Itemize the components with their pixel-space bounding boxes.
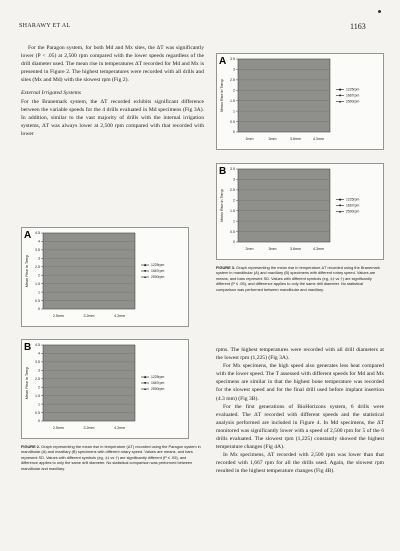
x-tick-label: 3.6mm bbox=[290, 247, 301, 251]
legend-label: 1225rpm bbox=[151, 375, 165, 380]
legend-marker: ▲ bbox=[338, 209, 342, 214]
plot-area bbox=[238, 59, 330, 132]
legend-marker: ■ bbox=[338, 93, 342, 98]
y-tick-label: 4 bbox=[38, 351, 40, 356]
chart-figure3b bbox=[216, 163, 384, 260]
x-tick-label: 4.3mm bbox=[313, 247, 324, 251]
y-tick-label: 4.5 bbox=[35, 343, 40, 348]
figure2-caption bbox=[21, 444, 201, 471]
x-tick-label: 4.2mm bbox=[114, 314, 126, 318]
x-tick-label: 2mm bbox=[245, 247, 254, 251]
y-tick-label: 3.5 bbox=[230, 57, 235, 62]
legend-label: 1667rpm bbox=[346, 93, 360, 98]
y-tick-label: 3 bbox=[233, 67, 235, 72]
y-tick-label: 0.5 bbox=[230, 119, 235, 124]
paragraph: rpms. The highest temperatures were recorded with all drill diameters at the lowest rpm (1,225) (Fig 3A). bbox=[216, 347, 384, 362]
y-tick-label: 0 bbox=[38, 307, 40, 312]
paragraph: For Mx specimens, the high speed also generates less heat compared with the lower speed. The T assessed with different speeds for Md and Mx specimens are similar in that the highest bone temperature was recorded for the slowest speed and for the final drill used before implant insertion (4.3 mm) (Fig 3B). bbox=[216, 363, 384, 402]
running-head: SHARAWY ET AL bbox=[19, 23, 71, 29]
chart-figure2b bbox=[21, 339, 189, 439]
paragraph: For the Branemark system, the ΔT recorded exhibits significant difference between the variable speeds for the 4 drills evaluated in Md specimens (Fig 3A). In addition, similar to the vast majority of drills with the internal irrigation systems, ΔT was always lower at 2,500 rpm compared with that recorded with lower bbox=[21, 98, 204, 137]
x-tick-label: 2.5mm bbox=[52, 426, 64, 430]
y-tick-label: 3.5 bbox=[35, 360, 40, 365]
y-tick-label: 0.5 bbox=[230, 229, 235, 234]
y-tick-label: 2.5 bbox=[230, 188, 235, 193]
plot-area bbox=[238, 169, 330, 242]
y-tick-label: 1.5 bbox=[35, 281, 40, 286]
legend-label: 1225rpm bbox=[346, 197, 360, 202]
column2-text bbox=[216, 346, 384, 476]
figure2-text: Graph representing the mean rise in temperature (ΔT) recorded using the Paragon system in mandibular (A) and maxillary (B) specimens with different rotary speed. Values are means, and bars represent SD. Values with different symbols (eg, ‡‡ vs †) are significantly different (P ≤ .05), and difference applies to only the same drill diameter. No statistical comparison was performed between mandibular and maxillary. bbox=[21, 444, 201, 471]
figure3-text: Graph representing the mean rise in temperature ΔT recorded using the Branemark system in mandibular (A) and maxillary (B) specimens with different rotary speed. Values are means, and bars represent SD. Values with different symbols (eg, ‡‡ vs †) are significantly different (P ≤ .05), and difference applies to only the same drill diameter. No statistical comparison was performed between mandibular and maxillary. bbox=[216, 265, 380, 292]
figure3-label: FIGURE 3. bbox=[216, 265, 236, 270]
y-tick-label: 4 bbox=[38, 239, 40, 244]
y-axis-label: Mean Rise in Temp bbox=[220, 79, 224, 112]
legend-marker: ▲ bbox=[143, 387, 147, 392]
legend-marker: ◆ bbox=[143, 263, 147, 268]
y-tick-label: 2 bbox=[233, 88, 235, 93]
chart-figure3a bbox=[216, 53, 384, 150]
chart-svg bbox=[21, 227, 189, 327]
panel-letter: A bbox=[219, 56, 227, 67]
y-axis-label: Mean Rise in Temp bbox=[25, 366, 29, 400]
y-tick-label: 3.5 bbox=[230, 167, 235, 172]
y-tick-label: 2.5 bbox=[35, 264, 40, 269]
legend-marker: ▲ bbox=[338, 99, 342, 104]
legend-marker: ▲ bbox=[143, 275, 147, 280]
corner-mark bbox=[378, 10, 381, 13]
y-tick-label: 2.5 bbox=[35, 376, 40, 381]
y-tick-label: 0 bbox=[233, 130, 235, 135]
page-number: 1163 bbox=[350, 22, 366, 31]
legend-label: 2500rpm bbox=[346, 209, 360, 214]
y-tick-label: 2.5 bbox=[230, 78, 235, 83]
x-tick-label: 3.2mm bbox=[83, 314, 95, 318]
y-tick-label: 0 bbox=[38, 419, 40, 424]
figure3-caption bbox=[216, 265, 384, 292]
y-tick-label: 3.5 bbox=[35, 248, 40, 253]
legend-marker: ■ bbox=[338, 203, 342, 208]
y-tick-label: 2 bbox=[233, 198, 235, 203]
legend-marker: ◆ bbox=[143, 375, 147, 380]
panel-letter: B bbox=[219, 166, 227, 177]
paragraph: For the Paragon system, for both Md and Mx sites, the ΔT was significantly lower (P < .05) at 2,500 rpm compared with the lower speeds regardless of the drill diameter used. The mean rise in temperatures ΔT recorded for Md and Mx is presented in Figure 2. The highest temperatures were recorded with all drills and sites (Mx and Md) with the slowest rpm (Fig 2). bbox=[21, 45, 204, 84]
legend-label: 1225rpm bbox=[346, 87, 360, 92]
x-tick-label: 3.2mm bbox=[83, 426, 95, 430]
y-axis-label: Mean Rise in Temp bbox=[220, 189, 224, 222]
y-tick-label: 3 bbox=[38, 368, 40, 373]
legend-label: 2500rpm bbox=[346, 99, 360, 104]
legend-marker: ■ bbox=[143, 381, 147, 386]
chart-svg bbox=[216, 163, 384, 260]
y-tick-label: 3 bbox=[38, 256, 40, 261]
y-tick-label: 2 bbox=[38, 273, 40, 278]
x-tick-label: 3.6mm bbox=[290, 137, 301, 141]
y-tick-label: 1.5 bbox=[230, 208, 235, 213]
x-tick-label: 2.5mm bbox=[52, 314, 64, 318]
legend-label: 2500rpm bbox=[151, 387, 165, 392]
plot-area bbox=[43, 233, 135, 309]
panel-letter: B bbox=[24, 342, 32, 353]
legend-label: 1667rpm bbox=[346, 203, 360, 208]
chart-svg bbox=[21, 339, 189, 439]
x-tick-label: 2mm bbox=[245, 137, 254, 141]
x-tick-label: 3mm bbox=[268, 137, 277, 141]
y-tick-label: 0 bbox=[233, 240, 235, 245]
panel-letter: A bbox=[24, 230, 32, 241]
x-tick-label: 3mm bbox=[268, 247, 277, 251]
legend-label: 1667rpm bbox=[151, 269, 165, 274]
legend-marker: ■ bbox=[143, 269, 147, 274]
y-axis-label: Mean Rise in Temp bbox=[25, 254, 29, 288]
y-tick-label: 1 bbox=[233, 219, 235, 224]
paragraph: In Mx specimens, ΔT recorded with 2,500 rpm was lower than that recorded with 1,667 rpm for all the drills used. Again, the slowest rpm resulted in the highest temperature changes (Fig 4B). bbox=[216, 452, 384, 475]
column1-text bbox=[21, 44, 204, 138]
y-tick-label: 0.5 bbox=[35, 298, 40, 303]
chart-figure2a bbox=[21, 227, 189, 327]
legend-marker: ◆ bbox=[338, 197, 342, 202]
y-tick-label: 1.5 bbox=[35, 393, 40, 398]
y-tick-label: 3 bbox=[233, 177, 235, 182]
y-tick-label: 1.5 bbox=[230, 98, 235, 103]
legend-label: 1667rpm bbox=[151, 381, 165, 386]
paragraph: For the first generations of BioHorizons system, 6 drills were evaluated. The ΔT recorded with different speeds and the statistical analysis performed are included in Figure 4. In Md specimens, the ΔT monitored was significantly lower with a speed of 2,500 rpm for 5 of the 6 drills evaluated. The slowest rpm (1,225) constantly showed the highest temperature changes (Fig 4A). bbox=[216, 403, 384, 451]
y-tick-label: 1 bbox=[38, 402, 40, 407]
section-subheading: External Irrigated Systems bbox=[21, 90, 81, 97]
y-tick-label: 0.5 bbox=[35, 410, 40, 415]
y-tick-label: 4.5 bbox=[35, 231, 40, 236]
legend-label: 2500rpm bbox=[151, 275, 165, 280]
legend-marker: ◆ bbox=[338, 87, 342, 92]
legend-label: 1225rpm bbox=[151, 263, 165, 268]
y-tick-label: 1 bbox=[38, 290, 40, 295]
x-tick-label: 4.3mm bbox=[313, 137, 324, 141]
figure2-label: FIGURE 2. bbox=[21, 444, 41, 449]
y-tick-label: 1 bbox=[233, 109, 235, 114]
chart-svg bbox=[216, 53, 384, 150]
plot-area bbox=[43, 345, 135, 421]
y-tick-label: 2 bbox=[38, 385, 40, 390]
x-tick-label: 4.2mm bbox=[114, 426, 126, 430]
